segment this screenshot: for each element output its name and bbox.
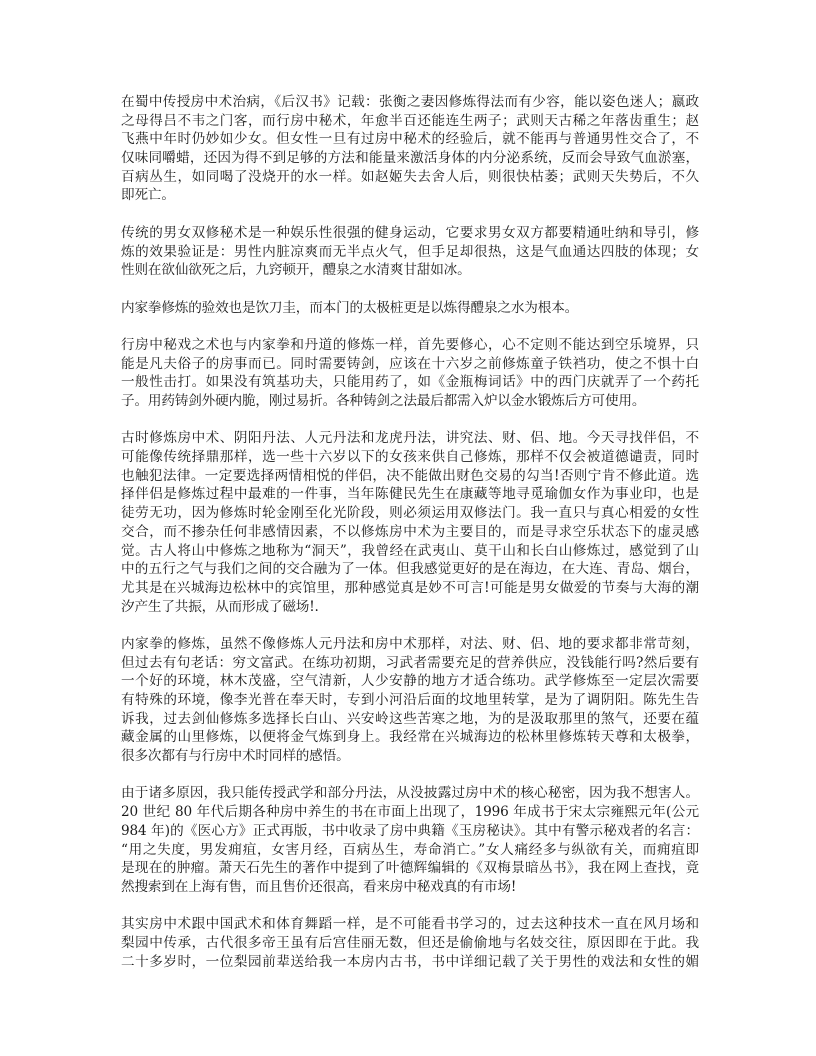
paragraph	[121, 336, 699, 411]
text-line: 藏金属的山里修炼，以便将金气炼到身上。我经常在兴城海边的松林里修炼转天尊和太极拳，	[121, 729, 699, 746]
text-line: 交合，而不掺杂任何非感情因素，不以修炼房中术为主要目的，而是寻求空乐状态下的虚灵感	[121, 523, 699, 540]
paragraph	[121, 784, 699, 896]
text-line: 传统的男女双修秘术是一种娱乐性很强的健身运动，它要求男女双方都要精通吐纳和导引，修	[121, 224, 699, 241]
text-line: 梨园中传承，古代很多帝王虽有后宫佳丽无数，但还是偷偷地与名妓交往，原因即在于此。我	[121, 934, 699, 951]
paragraph	[121, 915, 699, 971]
text-line: 二十多岁时，一位梨园前辈送给我一本房内古书，书中详细记载了关于男性的戏法和女性的媚	[121, 953, 699, 970]
text-line: 也触犯法律。一定要选择两情相悦的伴侣，决不能做出财色交易的勾当!否则宁肯不修此道。选	[121, 467, 699, 484]
text-line: 尤其是在兴城海边松林中的宾馆里，那种感觉真是妙不可言!可能是男女做爱的节奏与大海的潮	[121, 579, 699, 596]
text-line: 有特殊的环境，像李光普在奉天时，专到小河沿后面的坟地里转掌，是为了调阴阳。陈先生告	[121, 692, 699, 708]
text-line: 仅味同嚼蜡，还因为得不到足够的方法和能量来激活身体的内分泌系统，反而会导致气血淤塞，	[121, 150, 699, 167]
text-line: 一个好的环境，林木茂盛，空气清新，人少安静的地方才适合练功。武学修炼至一定层次需要	[121, 673, 699, 690]
text-line: 诉我，过去剑仙修炼多选择长白山、兴安岭这些苦寒之地，为的是汲取那里的煞气，还要在蕴	[121, 710, 699, 727]
text-line: 之母得吕不韦之门客，而行房中秘术，年愈半百还能连生两子；武则天古稀之年落齿重生；赵	[121, 112, 699, 129]
text-line: 很多次都有与行房中术时同样的感悟。	[121, 748, 350, 765]
text-line: 内家拳的修炼，虽然不像修炼人元丹法和房中术那样，对法、财、侣、地的要求都非常苛刻，	[121, 635, 699, 652]
text-line: 一般性击打。如果没有筑基功夫，只能用药了，如《金瓶梅词话》中的西门庆就弄了一个药托	[121, 374, 699, 391]
text-line: 然搜索到在上海有售，而且售价还很高，看来房中秘戏真的有市场!	[121, 878, 517, 895]
text-line: 古时修炼房中术、阴阳丹法、人元丹法和龙虎丹法，讲究法、财、侣、地。今天寻找伴侣，不	[121, 430, 699, 447]
text-line: 即死亡。	[121, 187, 175, 204]
paragraph	[121, 635, 699, 766]
text-line: 984 年)的《医心方》正式再版，书中收录了房中典籍《玉房秘诀》。其中有警示秘戏者的名言：	[121, 822, 699, 839]
text-line: 20 世纪 80 年代后期各种房中养生的书在市面上出现了，1996 年成书于宋太宗雍熙元年(公元	[121, 804, 699, 821]
text-line: 性则在欲仙欲死之后，九窍顿开，醴泉之水清爽甘甜如冰。	[121, 262, 471, 279]
text-line: 徒劳无功，因为修炼时轮金刚至化光阶段，则必须运用双修法门。我一直只与真心相爱的女性	[121, 505, 699, 522]
text-line: 是现在的肿瘤。萧天石先生的著作中提到了叶德辉编辑的《双梅景暗丛书》，我在网上查找，竟	[121, 860, 699, 877]
text-line: 由于诸多原因，我只能传授武学和部分丹法，从没披露过房中术的核心秘密，因为我不想害人。	[121, 785, 699, 802]
text-line: 内家拳修炼的验效也是饮刀圭，而本门的太极桩更是以炼得醴泉之水为根本。	[121, 299, 579, 316]
text-line: 飞燕中年时仍妙如少女。但女性一旦有过房中秘术的经验后，就不能再与普通男性交合了，不	[121, 131, 699, 148]
text-line: 百病丛生，如同喝了没烧开的水一样。如赵姬失去舍人后，则很快枯萎；武则天失势后，不久	[121, 168, 699, 185]
paragraph	[121, 224, 699, 280]
text-line: 行房中秘戏之术也与内家拳和丹道的修炼一样，首先要修心，心不定则不能达到空乐境界，只	[121, 336, 699, 353]
text-line: 炼的效果验证是：男性内脏凉爽而无半点火气，但手足却很热，这是气血通达四肢的体现；女	[121, 243, 699, 260]
paragraph	[121, 93, 699, 205]
text-line: 能是凡夫俗子的房事而已。同时需要铸剑，应该在十六岁之前修炼童子铁裆功，使之不惧十白	[121, 355, 699, 372]
text-line: 在蜀中传授房中术治病，《后汉书》记载：张衡之妻因修炼得法而有少容，能以姿色迷人；嬴政	[121, 94, 699, 110]
text-line: 可能像传统择鼎那样，选一些十六岁以下的女孩来供自己修炼，那样不仅会被道德谴责，同时	[121, 449, 699, 466]
text-line: 中的五行之气与我们之间的交合融为了一体。但我感觉更好的是在海边，在大连、青岛、烟台，	[121, 561, 699, 578]
paragraph	[121, 299, 699, 318]
text-line: 汐产生了共振，从而形成了磁场!.	[121, 598, 319, 615]
text-line: 觉。古人将山中修炼之地称为“洞天”，我曾经在武夷山、莫干山和长白山修炼过，感觉到了山	[121, 542, 699, 559]
text-line: 但过去有句老话：穷文富武。在练功初期，习武者需要充足的营养供应，没钱能行吗?然后要有	[121, 654, 699, 671]
text-line: “用之失度，男发痈疽，女害月经，百病丛生，寿命消亡。”女人痛经多与纵欲有关，而痈疽即	[121, 841, 699, 858]
text-line: 择伴侣是修炼过程中最难的一件事，当年陈健民先生在康藏等地寻觅瑜伽女作为事业印，也是	[121, 486, 699, 503]
paragraph	[121, 429, 699, 616]
document-page	[121, 93, 699, 990]
text-line: 子。用药铸剑外硬内脆，刚过易折。各种铸剑之法最后都需入炉以金水锻炼后方可使用。	[121, 393, 646, 409]
text-line: 其实房中术跟中国武术和体育舞蹈一样，是不可能看书学习的，过去这种技术一直在风月场和	[121, 916, 699, 933]
